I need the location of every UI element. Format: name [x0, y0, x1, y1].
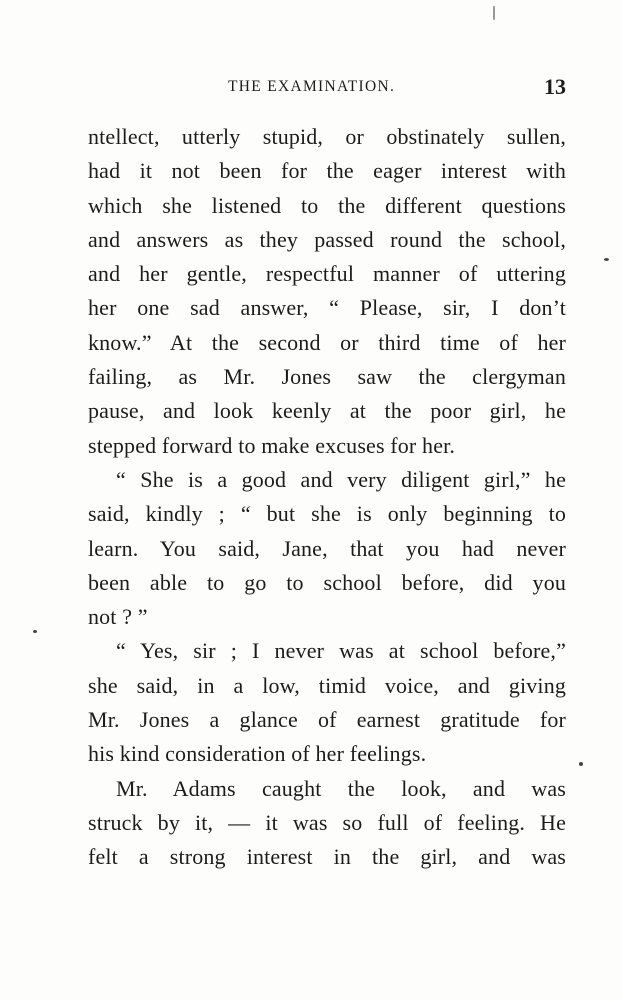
text-line: stepped forward to make excuses for her.	[88, 432, 456, 458]
page-number: 13	[544, 74, 566, 99]
text-line: her one sad answer, “ Please, sir, I don’t	[88, 295, 566, 321]
text-line: Mr. Adams caught the look, and was	[116, 775, 566, 801]
paragraph	[88, 634, 566, 771]
text-line: pause, and look keenly at the poor girl, he	[88, 398, 566, 424]
text-line: and her gentle, respectful manner of uttering	[88, 261, 566, 287]
text-line: which she listened to the different questions	[88, 192, 566, 218]
text-line: learn. You said, Jane, that you had never	[88, 535, 566, 561]
text-line: failing, as Mr. Jones saw the clergyman	[88, 364, 566, 390]
text-line: know.” At the second or third time of her	[88, 329, 566, 355]
text-line: his kind consideration of her feelings.	[88, 741, 427, 767]
body-text	[88, 120, 566, 875]
text-line: not ? ”	[88, 604, 148, 630]
text-line: “ She is a good and very diligent girl,” he	[116, 466, 566, 492]
running-title: THE EXAMINATION.	[228, 78, 396, 95]
paragraph	[88, 463, 566, 634]
print-speck	[579, 762, 583, 766]
text-line: felt a strong interest in the girl, and was	[88, 844, 566, 870]
print-speck	[493, 6, 495, 20]
text-line: struck by it, — it was so full of feeling. He	[88, 809, 566, 835]
running-head	[88, 74, 566, 104]
print-speck	[33, 630, 37, 633]
text-line: said, kindly ; “ but she is only beginning to	[88, 501, 566, 527]
text-line: been able to go to school before, did you	[88, 569, 566, 595]
text-line: she said, in a low, timid voice, and giving	[88, 672, 566, 698]
paragraph	[88, 120, 566, 463]
text-line: “ Yes, sir ; I never was at school before,”	[116, 638, 566, 664]
paragraph	[88, 772, 566, 875]
text-line: ntellect, utterly stupid, or obstinately sullen,	[88, 124, 566, 149]
print-speck	[604, 258, 609, 261]
text-line: had it not been for the eager interest with	[88, 158, 566, 184]
text-line: Mr. Jones a glance of earnest gratitude for	[88, 707, 566, 733]
text-line: and answers as they passed round the school,	[88, 226, 566, 252]
